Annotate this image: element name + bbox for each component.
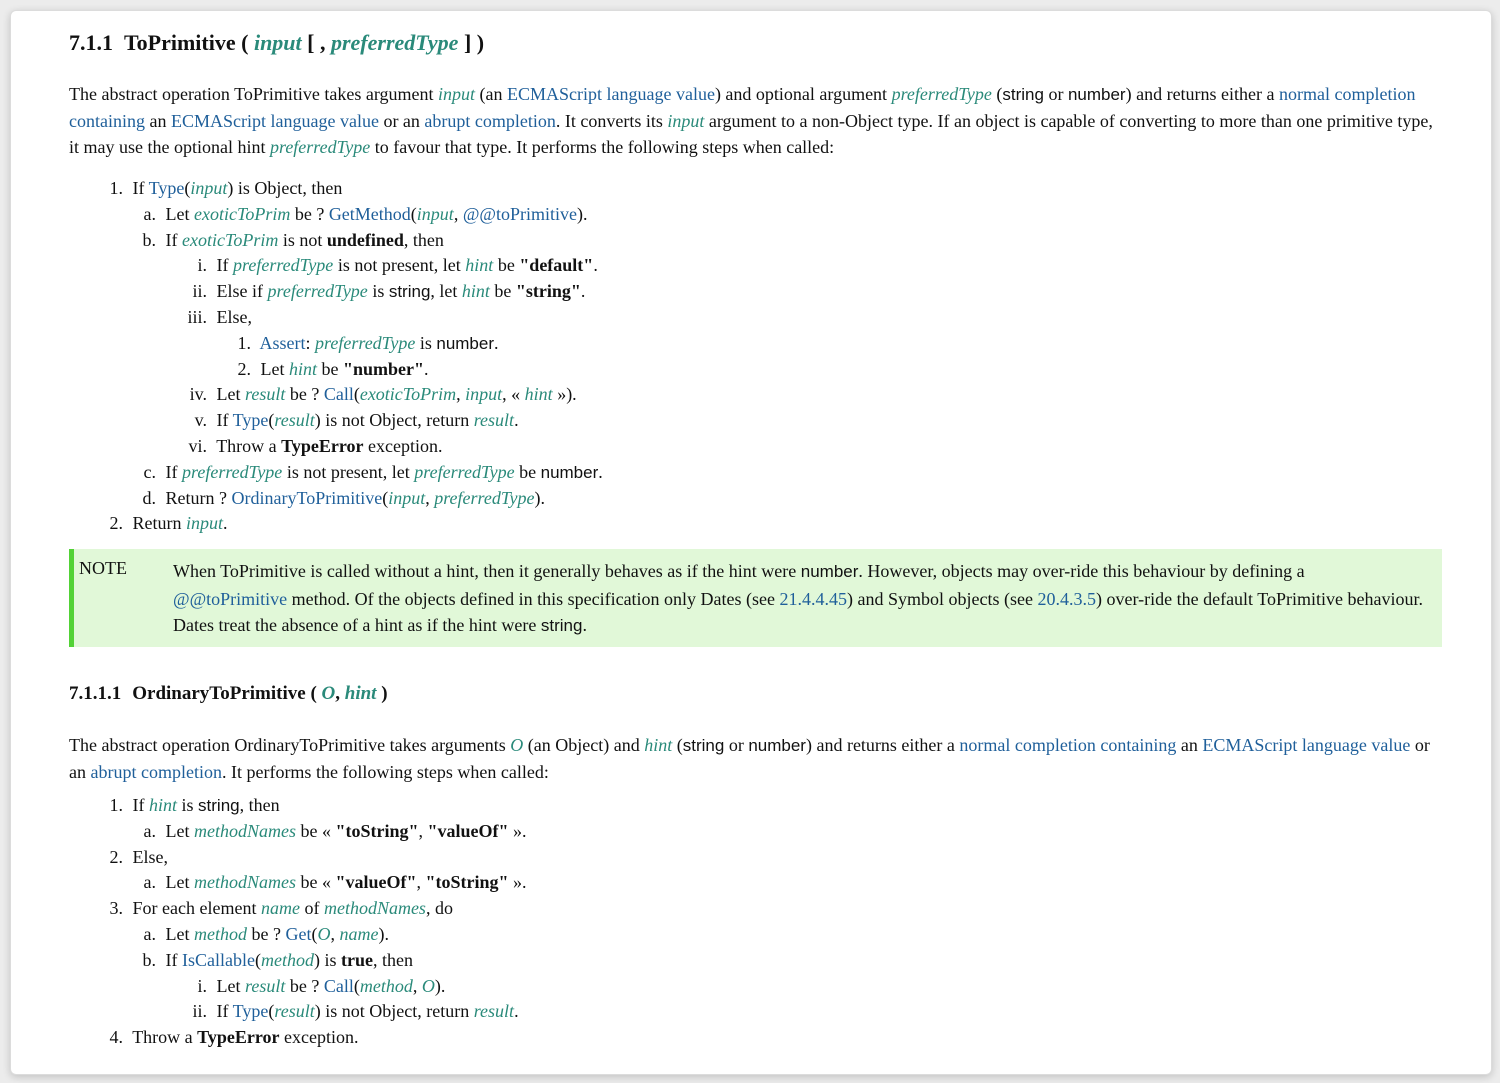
variable-ref: result	[274, 410, 315, 431]
text-run: . However, objects may over-ride this behaviour by defining a	[858, 561, 1305, 581]
step-1bii: ii. Else if preferredType is string, let hint be "string".	[69, 279, 603, 305]
text-run: , then	[372, 949, 413, 970]
link-abrupt-completion-2[interactable]: abrupt completion	[90, 762, 222, 782]
param-input: input	[253, 30, 302, 55]
variable-ref: name	[339, 923, 379, 944]
param-preferred-type: preferredType	[330, 30, 459, 55]
text-run: exception.	[279, 1027, 359, 1048]
text-run: Else if	[216, 281, 268, 302]
text-run: If	[165, 229, 182, 250]
text-run: Return ?	[165, 487, 232, 508]
variable-ref: exoticToPrim	[182, 229, 279, 250]
step-4	[69, 1025, 526, 1051]
text-run: (an	[475, 84, 507, 104]
link-assert[interactable]: Assert	[259, 332, 306, 353]
text-run: Let	[216, 975, 245, 996]
step-marker: v.	[194, 410, 207, 431]
text-run: be ?	[285, 975, 324, 996]
spec-page	[10, 10, 1492, 1075]
text-run: be «	[296, 872, 336, 893]
variable-ref: methodNames	[194, 820, 296, 841]
variable-ref: preferredType	[414, 461, 515, 482]
text-run: Let	[165, 820, 194, 841]
value-literal: number	[540, 462, 599, 482]
text-run: or	[1043, 84, 1068, 104]
step-marker: 4.	[109, 1027, 123, 1048]
variable-ref: O	[510, 735, 524, 755]
param-o: O	[321, 683, 336, 704]
variable-ref: name	[260, 898, 300, 919]
text-run: The abstract operation ToPrimitive takes argument	[69, 84, 438, 104]
variable-ref: hint	[644, 735, 673, 755]
text-run: For each element	[132, 898, 261, 919]
text-run: is	[177, 795, 199, 815]
step-2	[69, 845, 526, 871]
step-3bii: ii. If Type(result) is not Object, return result.	[69, 999, 526, 1025]
variable-ref: input	[465, 384, 503, 405]
section-heading-toprimitive: 7.1.1 ToPrimitive ( input [ , preferredType ] )	[69, 30, 485, 55]
text-run: , do	[425, 898, 453, 919]
text-run: be «	[296, 820, 336, 841]
variable-ref: O	[317, 923, 331, 944]
variable-ref: preferredType	[233, 255, 334, 276]
bold-literal: TypeError	[281, 435, 364, 456]
step-3	[69, 896, 526, 922]
bold-literal: "toString"	[335, 820, 419, 841]
text-run: Let	[260, 358, 289, 379]
text-run: Let	[216, 384, 245, 405]
text-run: , let	[430, 281, 462, 302]
text-run: to favour that type. It performs the following steps when called:	[370, 137, 835, 157]
variable-ref: preferredType	[891, 84, 992, 104]
step-2: 2. Return input.	[69, 511, 603, 537]
step-3b: b. If IsCallable(method) is true, then	[69, 948, 526, 974]
variable-ref: input	[190, 178, 228, 198]
text-run: If	[132, 795, 149, 815]
text-run: . It converts its	[555, 111, 668, 131]
step-marker: a.	[143, 923, 156, 944]
text-run: ».	[508, 820, 527, 841]
text-run: ,	[416, 872, 426, 893]
text-run: argument to a non-Object type. If an object is capable of converting to more than one primitive type, it may use the optional hint	[69, 111, 1433, 157]
text-run: or	[724, 735, 749, 755]
text-run: is not	[278, 229, 327, 250]
text-run: If	[165, 949, 182, 970]
link-iscallable[interactable]: IsCallable	[182, 949, 255, 970]
step-marker: iv.	[189, 384, 207, 405]
step-1bv: v. If Type(result) is not Object, return result.	[69, 408, 603, 434]
variable-ref: preferredType	[269, 137, 371, 157]
variable-ref: input	[437, 84, 475, 104]
text-run: 7.1.1.1	[69, 683, 122, 704]
text-run: .	[582, 615, 587, 635]
step-1c: c. If preferredType is not present, let preferredType be number.	[69, 460, 603, 486]
step-marker: 2.	[237, 358, 251, 379]
step-1bi: i. If preferredType is not present, let hint be "default".	[69, 253, 603, 279]
variable-ref: preferredType	[267, 281, 368, 302]
note-label: NOTE	[79, 558, 127, 578]
step-marker: 2.	[109, 513, 123, 534]
step-1biii2: 2. Let hint be "number".	[69, 357, 603, 383]
value-literal: number	[436, 333, 494, 353]
text-run: ToPrimitive	[124, 30, 236, 55]
bold-literal: "default"	[519, 255, 594, 276]
text-run: When ToPrimitive is called without a hint, then it generally behaves as if the hint were	[173, 561, 801, 581]
text-run: , then	[239, 795, 280, 815]
variable-ref: preferredType	[182, 461, 283, 482]
value-literal: string	[388, 282, 431, 302]
step-marker: 1.	[109, 178, 123, 198]
bold-literal: "number"	[343, 358, 425, 379]
link-ecmascript-language-value[interactable]: ECMAScript language value	[506, 84, 715, 104]
step-1biv: iv. Let result be ? Call(exoticToPrim, input, « hint »).	[69, 382, 603, 408]
variable-ref: result	[473, 1001, 515, 1022]
intro-paragraph-toprimitive	[69, 81, 1441, 160]
variable-ref: method	[359, 975, 413, 996]
step-marker: c.	[143, 461, 156, 482]
step-1bvi	[69, 434, 603, 460]
step-marker: 3.	[109, 898, 123, 919]
text-run: ) and Symbol objects (see	[847, 588, 1038, 609]
step-marker: i.	[197, 255, 207, 276]
text-run: If	[165, 461, 182, 482]
text-run: »	[552, 384, 567, 405]
step-marker: ii.	[192, 1001, 207, 1022]
bold-literal: "valueOf"	[335, 872, 417, 893]
variable-ref: input	[186, 513, 224, 534]
variable-ref: input	[416, 203, 454, 224]
link-type-2[interactable]: Type	[232, 410, 269, 431]
text-run: exception.	[363, 435, 443, 456]
link-toprimitive-symbol[interactable]: @@toPrimitive	[462, 203, 577, 224]
text-run: (	[672, 735, 683, 755]
note-box	[69, 549, 1442, 647]
value-literal: number	[800, 562, 859, 581]
variable-ref: result	[473, 410, 515, 431]
text-run: «	[511, 384, 525, 405]
step-marker: iii.	[187, 306, 207, 327]
bold-literal: TypeError	[197, 1027, 280, 1048]
link-ecmascript-language-value-3[interactable]: ECMAScript language value	[1202, 735, 1411, 755]
text-run: ) and optional argument	[714, 84, 892, 104]
text-run: is Object, then	[233, 178, 343, 198]
text-run: be	[493, 255, 520, 276]
text-run: an	[1176, 735, 1203, 755]
link-type-3[interactable]: Type	[232, 1001, 269, 1022]
text-run: is	[415, 332, 437, 353]
variable-ref: methodNames	[323, 898, 426, 919]
value-literal: number	[748, 736, 806, 755]
text-run: be ?	[285, 384, 324, 405]
bold-literal: "toString"	[425, 872, 509, 893]
variable-ref: result	[245, 975, 286, 996]
text-run: be	[514, 461, 541, 482]
link-ordinarytoprimitive[interactable]: OrdinaryToPrimitive	[231, 487, 383, 508]
text-run: Return	[132, 513, 186, 534]
param-hint: hint	[344, 683, 377, 704]
text-run: or an	[69, 735, 1430, 782]
bold-literal: true	[341, 949, 373, 970]
variable-ref: methodNames	[194, 872, 296, 893]
text-run: . It performs the following steps when called:	[221, 762, 549, 782]
variable-ref: hint	[149, 795, 178, 815]
text-run: Let	[165, 203, 194, 224]
text-run: is not present, let	[333, 255, 466, 276]
step-marker: a.	[143, 820, 156, 841]
value-literal: string	[682, 736, 725, 755]
step-1biii1: 1. Assert: preferredType is number.	[69, 331, 603, 357]
text-run: be	[489, 281, 516, 302]
text-run: Throw a	[132, 1027, 198, 1048]
bold-literal: "string"	[515, 281, 581, 302]
step-marker: 1.	[109, 795, 123, 815]
variable-ref: O	[421, 975, 435, 996]
link-normal-completion-2[interactable]: normal completion containing	[959, 735, 1177, 755]
step-1a: a. Let exoticToPrim be ? GetMethod(input, @@toPrimitive).	[69, 202, 603, 228]
variable-ref: hint	[524, 384, 553, 405]
step-3a: a. Let method be ? Get(O, name).	[69, 922, 526, 948]
text-run: ) and returns either a	[805, 735, 960, 755]
variable-ref: hint	[461, 281, 490, 302]
step-2a	[69, 870, 526, 896]
step-1d: d. Return ? OrdinaryToPrimitive(input, preferredType).	[69, 486, 603, 512]
text-run: be ?	[247, 923, 286, 944]
variable-ref: exoticToPrim	[359, 384, 457, 405]
step-1biii	[69, 305, 603, 331]
step-marker: i.	[197, 975, 207, 996]
text-run: , then	[403, 229, 444, 250]
algorithm-toprimitive	[69, 176, 603, 537]
variable-ref: input	[388, 487, 426, 508]
variable-ref: preferredType	[434, 487, 535, 508]
step-3bi: i. Let result be ? Call(method, O).	[69, 974, 526, 1000]
text-run: The abstract operation OrdinaryToPrimitive takes arguments	[69, 735, 511, 755]
text-run: or an	[378, 111, 425, 131]
note-text	[173, 558, 1423, 640]
text-run: is	[367, 281, 389, 302]
text-run: If	[216, 255, 233, 276]
text-run: method. Of the objects defined in this specification only Dates (see	[287, 588, 780, 609]
text-run: is not Object, return	[320, 1001, 474, 1022]
text-run: be	[317, 358, 344, 379]
text-run: is not present, let	[282, 461, 415, 482]
text-run: Let	[165, 923, 194, 944]
text-run: (	[991, 84, 1003, 104]
text-run: If	[132, 178, 149, 198]
text-run: ) over-ride the default ToPrimitive behaviour. Dates treat the absence of a hint as if the hint were	[173, 588, 1423, 635]
variable-ref: input	[667, 111, 705, 131]
link-ecmascript-language-value-2[interactable]: ECMAScript language value	[170, 111, 379, 131]
value-literal: string	[1002, 85, 1044, 104]
variable-ref: preferredType	[315, 332, 416, 353]
step-1a	[69, 819, 526, 845]
algorithm-ordinarytoprimitive	[69, 793, 526, 1051]
text-run: OrdinaryToPrimitive	[132, 683, 306, 704]
link-section-dates[interactable]: 21.4.4.45	[779, 588, 848, 609]
text-run: is not Object, return	[320, 410, 474, 431]
step-marker: b.	[142, 229, 156, 250]
text-run: If	[216, 410, 233, 431]
bold-literal: "valueOf"	[427, 820, 509, 841]
value-literal: string	[540, 616, 583, 635]
link-type[interactable]: Type	[148, 178, 185, 198]
text-run: an	[144, 111, 171, 131]
variable-ref: method	[194, 923, 247, 944]
intro-paragraph-ordinarytoprimitive	[69, 732, 1441, 785]
step-1: 1. If Type(input) is Object, then	[69, 176, 603, 202]
text-run: Throw a	[216, 435, 282, 456]
step-marker: vi.	[188, 435, 207, 456]
link-normal-completion[interactable]: normal completion containing	[69, 84, 1416, 131]
text-run: Let	[165, 872, 194, 893]
text-run: ) and returns either a	[1125, 84, 1280, 104]
text-run: Else,	[216, 306, 252, 327]
link-call[interactable]: Call	[323, 384, 354, 405]
variable-ref: result	[274, 1001, 315, 1022]
step-marker: a.	[143, 872, 156, 893]
link-abrupt-completion[interactable]: abrupt completion	[424, 111, 556, 131]
variable-ref: exoticToPrim	[194, 203, 291, 224]
step-marker: b.	[142, 949, 156, 970]
step-1	[69, 793, 526, 819]
text-run: be ?	[290, 203, 329, 224]
variable-ref: hint	[289, 358, 318, 379]
step-1b	[69, 228, 603, 254]
step-marker: ii.	[192, 281, 207, 302]
value-literal: number	[1067, 85, 1126, 104]
text-run: Else,	[132, 846, 168, 867]
bold-literal: undefined	[326, 229, 404, 250]
link-call-2[interactable]: Call	[323, 975, 354, 996]
step-marker: 2.	[109, 846, 123, 867]
step-marker: a.	[143, 203, 156, 224]
link-get[interactable]: Get	[285, 923, 312, 944]
variable-ref: hint	[465, 255, 494, 276]
step-marker: 1.	[237, 332, 251, 353]
link-section-symbol[interactable]: 20.4.3.5	[1037, 588, 1096, 609]
text-run: ,	[418, 820, 428, 841]
step-marker: d.	[142, 487, 156, 508]
text-run: of	[299, 898, 324, 919]
link-getmethod[interactable]: GetMethod	[328, 203, 411, 224]
text-run: :	[305, 332, 316, 353]
variable-ref: method	[260, 949, 314, 970]
text-run: If	[216, 1001, 233, 1022]
text-run: (an Object) and	[523, 735, 645, 755]
text-run: ».	[508, 872, 527, 893]
text-run: 7.1.1	[69, 30, 113, 55]
link-toprimitive-symbol-note[interactable]: @@toPrimitive	[173, 588, 288, 609]
variable-ref: result	[245, 384, 286, 405]
section-heading-ordinarytoprimitive: 7.1.1.1 OrdinaryToPrimitive ( O, hint )	[69, 683, 388, 704]
value-literal: string	[198, 796, 240, 815]
